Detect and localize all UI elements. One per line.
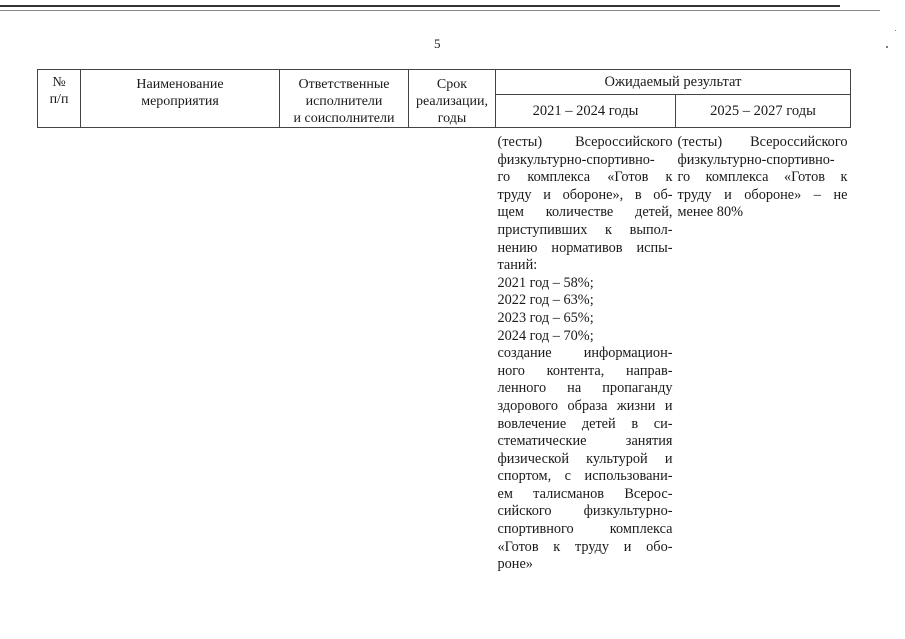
- result-line: «Готов к труду и обо-: [497, 538, 673, 555]
- result-line: (тесты) Всероссийского: [677, 134, 848, 150]
- plan-table: [37, 69, 851, 574]
- result-line: (тесты) Всероссийского: [497, 134, 673, 150]
- scan-speck: [895, 30, 896, 31]
- result-line: ного контента, направ-: [497, 362, 673, 379]
- header-term: [409, 70, 496, 128]
- header-term-line: реализации,: [416, 94, 488, 109]
- cell-name: [81, 128, 280, 574]
- header-period-2025-2027: 2025 – 2027 годы: [676, 95, 851, 128]
- result-line: щем количестве детей,: [497, 204, 673, 221]
- result-line: спортом, с использовани-: [497, 468, 673, 485]
- result-line: здорового образа жизни и: [497, 397, 673, 414]
- scan-speck: [886, 46, 888, 48]
- top-border-line-thin: [0, 10, 880, 11]
- result-line: нению нормативов испы-: [497, 239, 673, 256]
- result-line: го комплекса «Готов к: [677, 169, 848, 186]
- result-line: приступивших к выпол-: [497, 221, 673, 238]
- header-name-line: мероприятия: [141, 94, 219, 109]
- result-line: труду и обороне», в об-: [497, 186, 673, 203]
- cell-result-2025-2027: [676, 128, 851, 574]
- result-line: стематические занятия: [497, 433, 673, 450]
- result-line: роне»: [497, 556, 533, 573]
- header-responsible: [280, 70, 409, 128]
- result-line: физкультурно-спортивно-: [677, 151, 835, 168]
- header-number-line: п/п: [49, 92, 69, 107]
- header-term-line: Срок: [436, 77, 468, 92]
- result-line: ем талисманов Всерос-: [497, 485, 673, 502]
- result-line: менее 80%: [677, 204, 744, 221]
- header-responsible-line: и соисполнители: [293, 111, 395, 126]
- result-2021-2024-text: [498, 134, 673, 574]
- result-line: 2021 год – 58%;: [497, 274, 594, 291]
- cell-responsible: [280, 128, 409, 574]
- header-expected-result: Ожидаемый результат: [496, 70, 851, 95]
- result-line: 2023 год – 65%;: [497, 309, 594, 326]
- result-line: го комплекса «Готов к: [497, 169, 673, 186]
- header-number: [38, 70, 81, 128]
- cell-result-2021-2024: [496, 128, 676, 574]
- header-responsible-line: исполнители: [305, 94, 383, 109]
- top-border-line: [0, 5, 840, 7]
- result-line: создание информацион-: [497, 345, 673, 362]
- result-line: физкультурно-спортивно-: [497, 151, 655, 168]
- table-header-row: [38, 70, 851, 95]
- header-name-line: Наименование: [136, 77, 224, 92]
- result-line: труду и обороне» – не: [677, 186, 848, 203]
- page-number: 5: [434, 36, 441, 51]
- result-line: 2024 год – 70%;: [497, 327, 594, 344]
- result-line: вовлечение детей в си-: [497, 415, 673, 432]
- result-2025-2027-text: [678, 134, 848, 222]
- result-line: таний:: [497, 257, 538, 274]
- header-term-line: годы: [437, 111, 467, 126]
- result-line: сийского физкультурно-: [497, 503, 673, 520]
- cell-number: [38, 128, 81, 574]
- result-line: ленного на пропаганду: [497, 380, 673, 397]
- header-name: [81, 70, 280, 128]
- result-line: 2022 год – 63%;: [497, 292, 594, 309]
- result-line: спортивного комплекса: [497, 521, 673, 538]
- cell-term: [409, 128, 496, 574]
- result-line: физической культурой и: [497, 450, 673, 467]
- header-responsible-line: Ответственные: [298, 77, 390, 92]
- header-period-2021-2024: 2021 – 2024 годы: [496, 95, 676, 128]
- table-row: [38, 128, 851, 574]
- header-number-line: №: [52, 75, 66, 90]
